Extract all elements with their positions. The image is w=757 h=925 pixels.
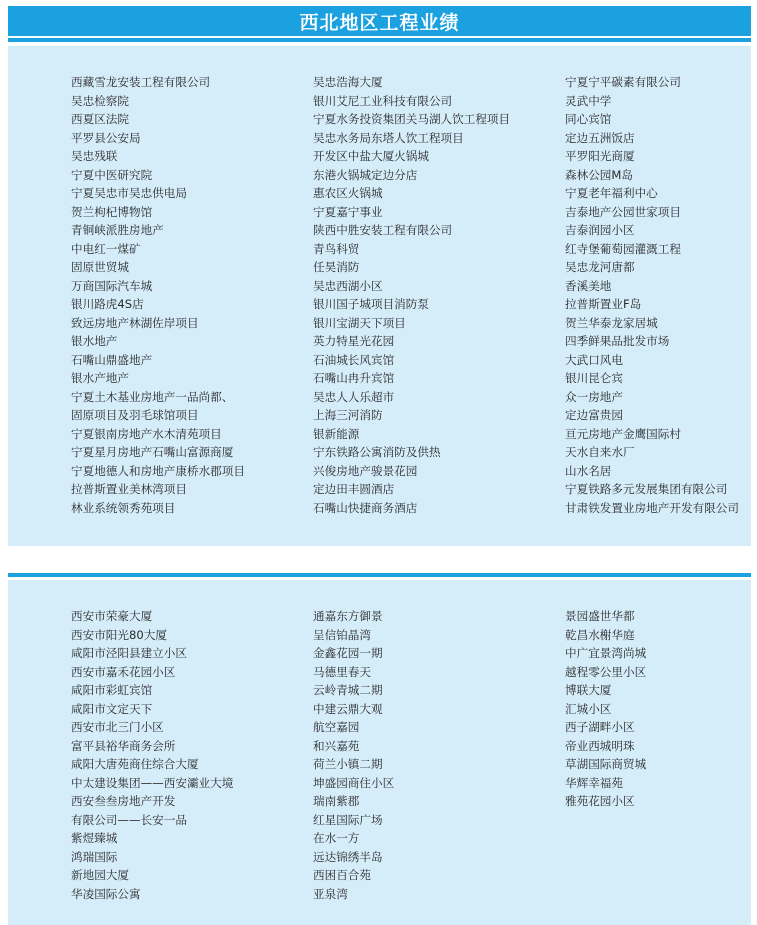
project-column-3 bbox=[565, 607, 646, 811]
project-item: 在水一方 bbox=[313, 831, 360, 845]
project-item: 咸阳市彩虹宾馆 bbox=[71, 683, 153, 697]
project-item: 甘肃铁发置业房地产开发有限公司 bbox=[565, 500, 739, 515]
project-item: 任昊消防 bbox=[313, 260, 360, 274]
project-item: 亘元房地产金鹰国际村 bbox=[565, 426, 681, 441]
title-underline bbox=[8, 38, 751, 42]
project-item: 定边五洲饭店 bbox=[565, 130, 635, 145]
project-item: 万商国际汽车城 bbox=[71, 278, 153, 293]
project-item: 帝业西城明珠 bbox=[565, 738, 635, 753]
project-item: 越程零公里小区 bbox=[565, 664, 647, 679]
project-column-3 bbox=[565, 73, 739, 517]
project-item: 上海三河消防 bbox=[313, 408, 383, 422]
project-column-2 bbox=[313, 607, 394, 903]
project-item: 中电红一煤矿 bbox=[71, 241, 141, 256]
project-item: 平罗县公安局 bbox=[71, 130, 141, 145]
project-item: 银川路虎4S店 bbox=[71, 297, 144, 311]
project-item: 乾昌水榭华庭 bbox=[565, 627, 635, 642]
project-item: 致远房地产林湖佐岸项目 bbox=[71, 315, 199, 330]
project-column-2 bbox=[313, 73, 510, 517]
project-item: 西安市荣豪大厦 bbox=[71, 609, 153, 623]
project-item: 西藏雪龙安装工程有限公司 bbox=[71, 75, 211, 89]
project-item: 坤盛园商住小区 bbox=[313, 775, 395, 790]
project-item: 西困百合苑 bbox=[313, 868, 371, 882]
project-item: 吴忠西湖小区 bbox=[313, 278, 383, 293]
project-item: 宁夏土木基业房地产一品尚都、 bbox=[71, 389, 234, 404]
project-item: 宁夏宁平碳素有限公司 bbox=[565, 75, 681, 89]
project-item: 吴忠龙河唐都 bbox=[565, 260, 635, 274]
project-item: 富平县裕华商务会所 bbox=[71, 738, 176, 753]
project-item: 红寺堡葡萄园灌溉工程 bbox=[565, 241, 681, 256]
project-item: 石嘴山快捷商务酒店 bbox=[313, 500, 418, 515]
project-item: 瑞南紫郡 bbox=[313, 794, 360, 808]
project-item: 宁夏嘉宁事业 bbox=[313, 204, 383, 219]
project-item: 森林公园M岛 bbox=[565, 167, 633, 182]
project-item: 宁夏老年福利中心 bbox=[565, 186, 658, 200]
project-item: 西安市嘉禾花园小区 bbox=[71, 664, 176, 679]
project-item: 吴忠检察院 bbox=[71, 93, 129, 108]
section-divider bbox=[8, 573, 751, 577]
projects-panel-shaanxi bbox=[8, 580, 751, 925]
project-item: 银水地产 bbox=[71, 334, 118, 348]
project-item: 青铜峡派胜房地产 bbox=[71, 223, 164, 237]
project-item: 宁夏吴忠市吴忠供电局 bbox=[71, 186, 187, 200]
project-item: 吴忠水务局东塔人饮工程项目 bbox=[313, 130, 464, 145]
project-item: 汇城小区 bbox=[565, 701, 612, 716]
project-item: 银新能源 bbox=[313, 426, 360, 441]
project-item: 拉普斯置业F岛 bbox=[565, 297, 642, 311]
project-item: 银川昆仑宾 bbox=[565, 371, 623, 385]
project-item: 中广宜景湾尚城 bbox=[565, 646, 647, 660]
project-item: 定边富贵园 bbox=[565, 408, 623, 422]
projects-panel-ningxia bbox=[8, 46, 751, 546]
project-column-1 bbox=[71, 607, 233, 903]
project-item: 云岭青城二期 bbox=[313, 683, 383, 697]
project-item: 众一房地产 bbox=[565, 389, 623, 404]
project-item: 景园盛世华都 bbox=[565, 609, 635, 623]
project-item: 红星国际广场 bbox=[313, 812, 383, 827]
project-item: 中建云鼎大观 bbox=[313, 701, 383, 716]
project-item: 西安市北三门小区 bbox=[71, 720, 164, 734]
project-item: 宁夏铁路多元发展集团有限公司 bbox=[565, 482, 728, 496]
project-item: 西夏区法院 bbox=[71, 112, 129, 126]
project-item: 大武口风电 bbox=[565, 352, 623, 367]
project-item: 灵武中学 bbox=[565, 93, 612, 108]
project-item: 草湖国际商贸城 bbox=[565, 757, 647, 771]
project-item: 西安市阳光80大厦 bbox=[71, 627, 167, 642]
project-item: 华凌国际公寓 bbox=[71, 886, 141, 901]
project-item: 金鑫花园一期 bbox=[313, 646, 383, 660]
project-item: 银川宝湖天下项目 bbox=[313, 315, 406, 330]
project-item: 吴忠浩海大厦 bbox=[313, 75, 383, 89]
project-item: 通嘉东方御景 bbox=[313, 609, 383, 623]
project-item: 石油城长风宾馆 bbox=[313, 352, 395, 367]
project-item: 开发区中盐大厦火锅城 bbox=[313, 149, 429, 163]
project-item: 惠农区火锅城 bbox=[313, 186, 383, 200]
project-item: 贺兰华泰龙家居城 bbox=[565, 315, 658, 330]
project-item: 同心宾馆 bbox=[565, 112, 612, 126]
project-item: 四季鲜果品批发市场 bbox=[565, 334, 670, 348]
project-item: 吉泰润园小区 bbox=[565, 223, 635, 237]
project-item: 咸阳大唐苑商住综合大厦 bbox=[71, 757, 199, 771]
project-item: 石嘴山冉升宾馆 bbox=[313, 371, 395, 385]
project-item: 和兴嘉苑 bbox=[313, 738, 360, 753]
project-item: 有限公司——长安一品 bbox=[71, 812, 187, 827]
project-item: 宁夏水务投资集团关马湖人饮工程项目 bbox=[313, 112, 511, 126]
project-item: 中太建设集团——西安灞业大境 bbox=[71, 775, 234, 790]
project-item: 宁夏中医研究院 bbox=[71, 167, 153, 182]
project-item: 雅苑花园小区 bbox=[565, 794, 635, 808]
project-item: 紫煜臻城 bbox=[71, 831, 118, 845]
project-item: 石嘴山鼎盛地产 bbox=[71, 352, 153, 367]
project-item: 银水产地产 bbox=[71, 371, 129, 385]
project-item: 吴忠残联 bbox=[71, 149, 118, 163]
project-column-1 bbox=[71, 73, 245, 517]
project-item: 香溪美地 bbox=[565, 278, 612, 293]
project-item: 新地园大厦 bbox=[71, 868, 129, 882]
project-item: 银川国子城项目消防泵 bbox=[313, 297, 429, 311]
project-item: 英力特星光花园 bbox=[313, 334, 395, 348]
project-item: 拉普斯置业美林湾项目 bbox=[71, 482, 187, 496]
project-item: 东港火锅城定边分店 bbox=[313, 167, 418, 182]
project-item: 陕西中胜安装工程有限公司 bbox=[313, 223, 453, 237]
project-item: 青鸟科贸 bbox=[313, 241, 360, 256]
project-item: 航空嘉园 bbox=[313, 720, 360, 734]
project-item: 宁夏星月房地产石嘴山富源商厦 bbox=[71, 445, 234, 459]
project-item: 固原世贸城 bbox=[71, 260, 129, 274]
project-item: 亚泉湾 bbox=[313, 886, 348, 901]
project-item: 贺兰枸杞博物馆 bbox=[71, 204, 153, 219]
project-item: 咸阳市泾阳县建立小区 bbox=[71, 646, 187, 660]
project-item: 华辉幸福苑 bbox=[565, 775, 623, 790]
project-item: 马德里春天 bbox=[313, 664, 371, 679]
project-item: 天水自来水厂 bbox=[565, 445, 635, 459]
project-item: 吉泰地产公园世家项目 bbox=[565, 204, 681, 219]
project-item: 宁夏地德人和房地产康桥水郡项目 bbox=[71, 463, 245, 478]
project-item: 远达锦绣半岛 bbox=[313, 849, 383, 864]
project-item: 咸阳市文定天下 bbox=[71, 701, 153, 716]
project-item: 宁东铁路公寓消防及供热 bbox=[313, 445, 441, 459]
project-item: 林业系统领秀苑项目 bbox=[71, 500, 176, 515]
project-item: 固原项目及羽毛球馆项目 bbox=[71, 408, 199, 422]
project-item: 银川艾尼工业科技有限公司 bbox=[313, 93, 453, 108]
page-title: 西北地区工程业绩 bbox=[8, 6, 751, 36]
project-item: 宁夏银南房地产水木清苑项目 bbox=[71, 426, 222, 441]
project-item: 兴俊房地产骏景花园 bbox=[313, 463, 418, 478]
project-item: 西子湖畔小区 bbox=[565, 720, 635, 734]
project-item: 平罗阳光商厦 bbox=[565, 149, 635, 163]
project-item: 山水名居 bbox=[565, 463, 612, 478]
project-item: 呈信铂晶湾 bbox=[313, 627, 371, 642]
project-item: 鸿瑞国际 bbox=[71, 849, 118, 864]
project-item: 吴忠人人乐超市 bbox=[313, 389, 395, 404]
project-item: 博联大厦 bbox=[565, 683, 612, 697]
project-item: 定边田丰圆酒店 bbox=[313, 482, 395, 496]
project-item: 西安叁叁房地产开发 bbox=[71, 794, 176, 808]
project-item: 荷兰小镇二期 bbox=[313, 757, 383, 771]
